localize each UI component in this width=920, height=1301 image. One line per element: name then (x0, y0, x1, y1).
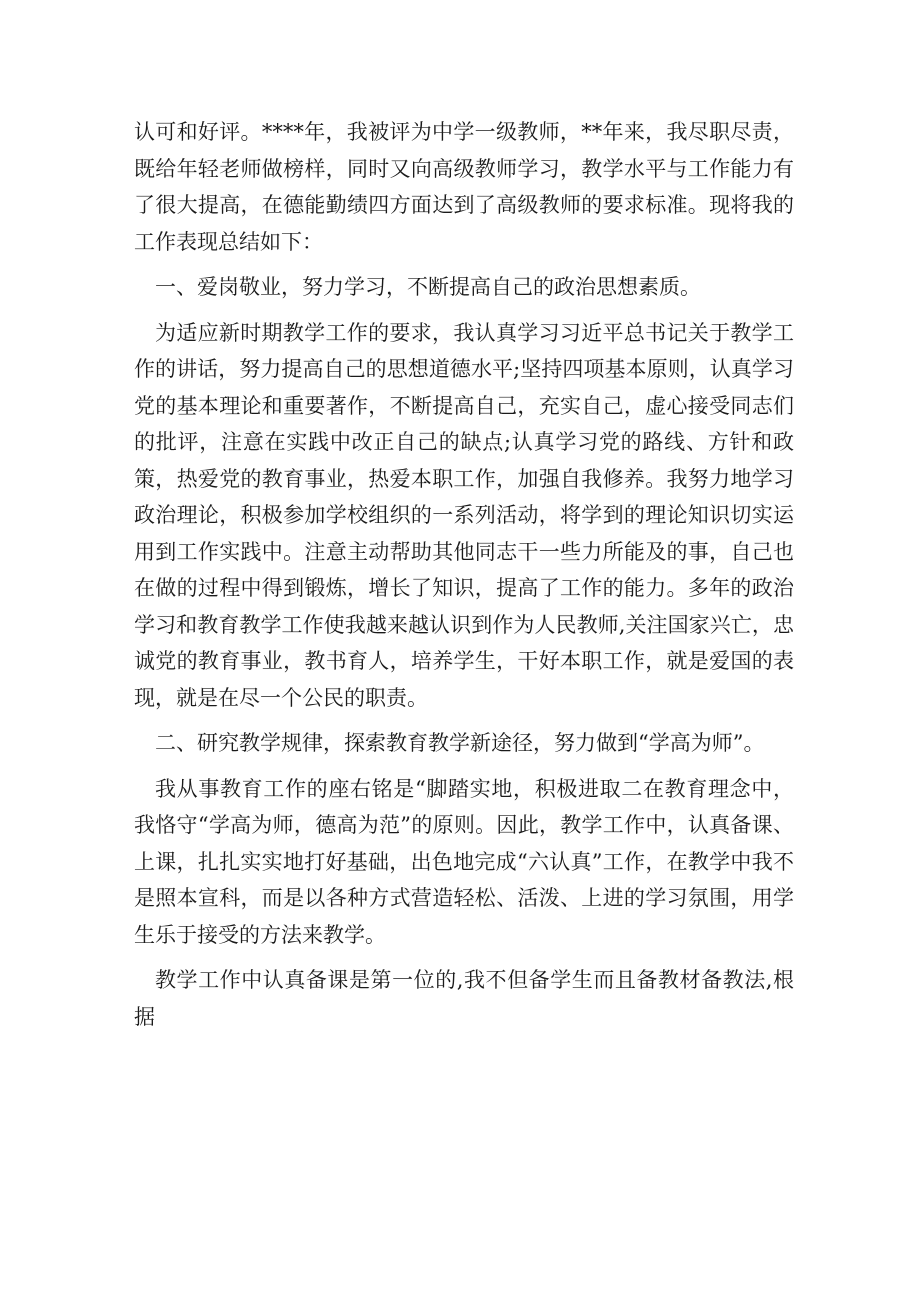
section-heading-2: 二、研究教学规律，探索教育教学新途径，努力做到“学高为师”。 (155, 731, 765, 755)
paragraph-continuation: 认可和好评。****年，我被评为中学一级教师，**年来，我尽职尽责，既给年轻老师做榜样，同时又向高级教师学习，教学水平与工作能力有了很大提高，在德能勤绩四方面达到了高级教师的要求标准。现将我的工作表现总结如下： (134, 120, 794, 254)
document-body (134, 114, 794, 1044)
paragraph-teaching-motto: 我从事教育工作的座右铭是“脚踏实地，积极进取二在教育理念中，我恪守“学高为师，德高为范”的原则。因此，教学工作中，认真备课、上课，扎扎实实地打好基础，出色地完成“六认真”工作，在教学中我不是照本宣科，而是以各种方式营造轻松、活泼、上进的学习氛围，用学生乐于接受的方法来教学。 (134, 776, 794, 947)
section-heading-1: 一、爱岗敬业，努力学习，不断提高自己的政治思想素质。 (155, 275, 701, 299)
paragraph-lesson-prep: 教学工作中认真备课是第一位的,我不但备学生而且备教材备教法,根据 (134, 968, 794, 1029)
paragraph-political-study: 为适应新时期教学工作的要求，我认真学习习近平总书记关于教学工作的讲话，努力提高自己的思想道德水平;坚持四项基本原则，认真学习党的基本理论和重要著作，不断提高自己，充实自己，虚心接受同志们的批评，注意在实践中改正自己的缺点;认真学习党的路线、方针和政策，热爱党的教育事业，热爱本职工作，加强自我修养。我努力地学习政治理论，积极参加学校组织的一系列活动，将学到的理论知识切实运用到工作实践中。注意主动帮助其他同志干一些力所能及的事，自己也在做的过程中得到锻炼，增长了知识，提高了工作的能力。多年的政治学习和教育教学工作使我越来越认识到作为人民教师,关注国家兴亡，忠诚党的教育事业，教书育人，培养学生，干好本职工作，就是爱国的表现，就是在尽一个公民的职责。 (134, 320, 794, 710)
